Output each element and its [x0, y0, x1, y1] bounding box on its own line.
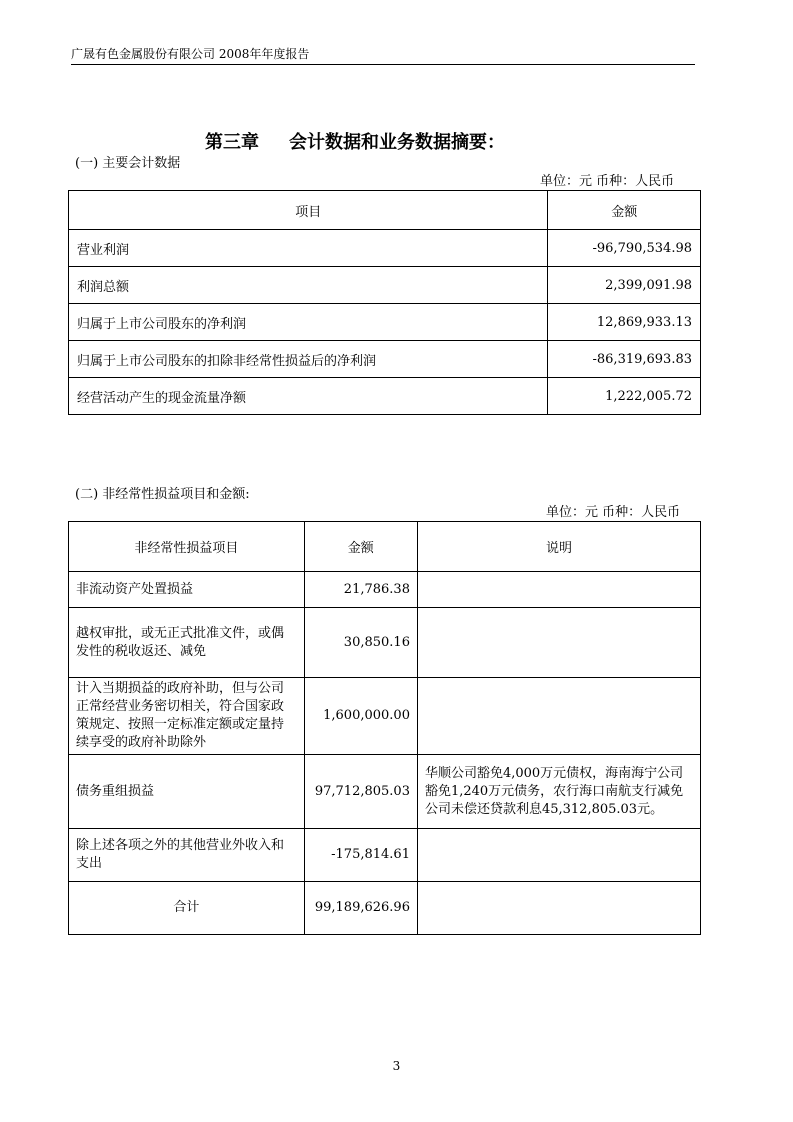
row-item: 计入当期损益的政府补助，但与公司正常经营业务密切相关，符合国家政策规定、按照一定标准定额或定量持续享受的政府补助除外	[69, 678, 305, 755]
column-header-note: 说明	[417, 522, 700, 572]
non-recurring-items-table	[68, 521, 701, 935]
row-note	[417, 608, 700, 678]
row-note: 华顺公司豁免4,000万元债权，海南海宁公司豁免1,240万元债务，农行海口南航支行减免公司未偿还贷款利息45,312,805.03元。	[417, 755, 700, 829]
row-item: 归属于上市公司股东的净利润	[69, 304, 548, 341]
row-amount: 2,399,091.98	[548, 267, 701, 304]
row-note	[417, 678, 700, 755]
row-note	[417, 829, 700, 882]
row-amount: -86,319,693.83	[548, 341, 701, 378]
table-row	[69, 378, 701, 415]
table-header-row	[69, 191, 701, 230]
page-header: 广晟有色金属股份有限公司 2008年年度报告	[71, 46, 695, 65]
chapter-heading	[205, 131, 505, 155]
column-header-amount: 金额	[304, 522, 417, 572]
table-row	[69, 829, 701, 882]
total-note	[417, 882, 700, 935]
table-row	[69, 678, 701, 755]
table-row	[69, 230, 701, 267]
table-header-row	[69, 522, 701, 572]
table-total-row	[69, 882, 701, 935]
row-amount: 97,712,805.03	[304, 755, 417, 829]
row-amount: 30,850.16	[304, 608, 417, 678]
total-label: 合计	[69, 882, 305, 935]
section2-title: (二) 非经常性损益项目和金额:	[75, 487, 250, 502]
table-row	[69, 304, 701, 341]
row-amount: -96,790,534.98	[548, 230, 701, 267]
table-row	[69, 341, 701, 378]
row-item: 归属于上市公司股东的扣除非经常性损益后的净利润	[69, 341, 548, 378]
row-item: 越权审批，或无正式批准文件，或偶发性的税收返还、减免	[69, 608, 305, 678]
row-amount: 1,600,000.00	[304, 678, 417, 755]
row-amount: 1,222,005.72	[548, 378, 701, 415]
total-amount: 99,189,626.96	[304, 882, 417, 935]
table-row	[69, 755, 701, 829]
column-header-item: 项目	[69, 191, 548, 230]
row-amount: 21,786.38	[304, 572, 417, 608]
chapter-number: 第三章	[205, 132, 259, 153]
row-amount: 12,869,933.13	[548, 304, 701, 341]
row-item: 营业利润	[69, 230, 548, 267]
row-item: 债务重组损益	[69, 755, 305, 829]
chapter-title: 会计数据和业务数据摘要：	[289, 132, 505, 153]
section1-title: (一) 主要会计数据	[75, 156, 181, 171]
table-row	[69, 267, 701, 304]
row-item: 经营活动产生的现金流量净额	[69, 378, 548, 415]
table-row	[69, 608, 701, 678]
section2-unit: 单位：元 币种：人民币	[546, 505, 681, 520]
row-amount: -175,814.61	[304, 829, 417, 882]
column-header-amount: 金额	[548, 191, 701, 230]
column-header-item: 非经常性损益项目	[69, 522, 305, 572]
table-row	[69, 572, 701, 608]
page-number: 3	[392, 1059, 401, 1073]
row-note	[417, 572, 700, 608]
section1-unit: 单位：元 币种：人民币	[540, 174, 675, 189]
row-item: 利润总额	[69, 267, 548, 304]
row-item: 除上述各项之外的其他营业外收入和支出	[69, 829, 305, 882]
main-accounting-data-table	[68, 190, 701, 415]
row-item: 非流动资产处置损益	[69, 572, 305, 608]
